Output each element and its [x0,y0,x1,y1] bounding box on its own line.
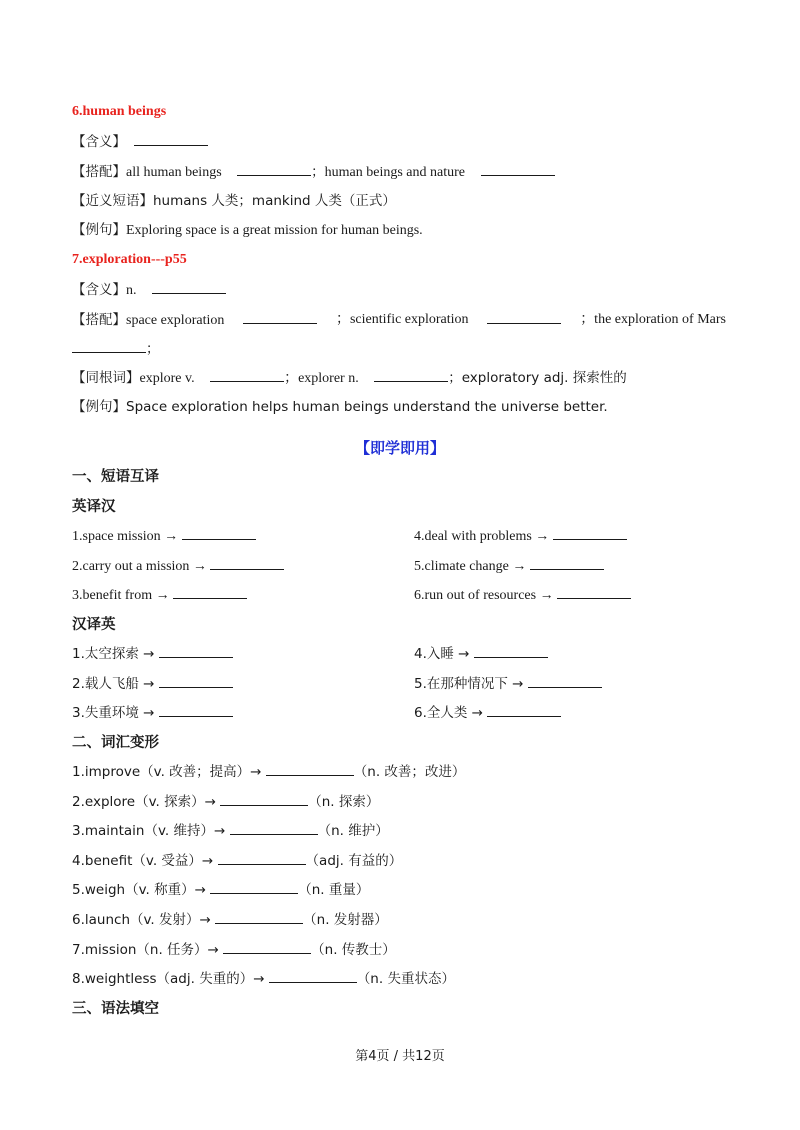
synonym-label: 【近义短语】 [72,193,153,209]
answer-blank[interactable] [173,585,247,599]
collocation-text: human beings and nature [324,165,466,180]
collocation-text: all human beings [126,165,222,180]
list-item: 2.载人飞船 → [72,674,233,694]
answer-blank[interactable] [243,310,317,324]
vocab-item: 5.weigh（v. 称重）→ （n. 重量） [72,882,370,898]
practice-title: 【即学即用】 [354,439,445,457]
section-heading-2: 二、词汇变形 [72,735,159,751]
section-heading-3: 三、语法填空 [72,1001,159,1017]
cognate-text: explore v. [139,371,195,386]
answer-blank[interactable] [134,132,208,146]
list-item: 3.失重环境 → [72,703,233,723]
answer-blank[interactable] [237,162,311,176]
answer-blank[interactable] [557,585,631,599]
answer-blank[interactable] [528,674,602,688]
collocation-row-7-cont [72,339,160,360]
list-item: 4.deal with problems → [414,526,627,547]
answer-blank[interactable] [269,969,357,983]
meaning-row-6 [72,132,208,153]
answer-blank[interactable] [72,339,146,353]
answer-blank[interactable] [223,940,311,954]
answer-blank[interactable] [159,674,233,688]
list-item: 1.太空探索 → [72,644,233,664]
answer-blank[interactable] [481,162,555,176]
cognate-row-7 [72,368,627,389]
vocab-item: 2.explore（v. 探索）→ （n. 探索） [72,794,380,810]
vocab-item: 6.launch（v. 发射）→ （n. 发射器） [72,912,388,928]
cognate-text: ；explorer n. [284,371,359,386]
answer-blank[interactable] [487,703,561,717]
answer-blank[interactable] [210,556,284,570]
answer-blank[interactable] [159,644,233,658]
separator: ； [146,341,160,357]
list-item: 5.在那种情况下 → [414,674,602,694]
meaning-label: 【含义】 [72,282,126,298]
example-row-7 [72,397,608,417]
cognate-text: ；exploratory adj. 探索性的 [448,370,627,386]
list-item: 3.benefit from → [72,585,247,606]
example-label: 【例句】 [72,399,126,415]
example-text: Space exploration helps human beings understand the universe better. [126,399,608,415]
vocab-item: 7.mission（n. 任务）→ （n. 传教士） [72,942,396,958]
list-item: 6.全人类 → [414,703,561,723]
example-label: 【例句】 [72,222,126,238]
collocation-label: 【搭配】 [72,164,126,180]
example-text: Exploring space is a great mission for human beings. [126,223,423,238]
subheading-cn-to-en: 汉译英 [72,617,116,633]
collocation-text: ；scientific exploration [335,312,469,327]
subheading-en-to-cn: 英译汉 [72,499,116,515]
list-item: 6.run out of resources → [414,585,631,606]
list-item: 1.space mission → [72,526,256,547]
example-row-6 [72,220,423,241]
answer-blank[interactable] [210,880,298,894]
list-item: 2.carry out a mission → [72,556,284,577]
meaning-label: 【含义】 [72,134,126,150]
heading-human-beings: 6.human beings [72,104,167,119]
synonym-text: humans 人类；mankind 人类（正式） [153,193,396,209]
answer-blank[interactable] [159,703,233,717]
page-number: 第4页 / 共12页 [355,1049,445,1064]
list-item: 4.入睡 → [414,644,548,664]
answer-blank[interactable] [210,368,284,382]
vocab-item: 1.improve（v. 改善；提高）→ （n. 改善；改进） [72,764,466,780]
collocation-row-7 [72,310,726,331]
heading-exploration: 7.exploration---p55 [72,252,187,267]
vocab-item: 8.weightless（adj. 失重的）→ （n. 失重状态） [72,971,455,987]
answer-blank[interactable] [553,526,627,540]
answer-blank[interactable] [182,526,256,540]
answer-blank[interactable] [374,368,448,382]
answer-blank[interactable] [230,821,318,835]
collocation-text: ；the exploration of Mars [580,312,726,327]
separator: ； [311,164,325,180]
answer-blank[interactable] [215,910,303,924]
answer-blank[interactable] [220,792,308,806]
answer-blank[interactable] [266,762,354,776]
answer-blank[interactable] [530,556,604,570]
answer-blank[interactable] [218,851,306,865]
answer-blank[interactable] [487,310,561,324]
vocab-item: 4.benefit（v. 受益）→ （adj. 有益的） [72,853,403,869]
vocab-item: 3.maintain（v. 维持）→ （n. 维护） [72,823,389,839]
synonym-row-6 [72,191,396,212]
list-item: 5.climate change → [414,556,604,577]
collocation-text: space exploration [126,313,225,328]
collocation-row-6 [72,162,555,183]
collocation-label: 【搭配】 [72,312,126,328]
meaning-row-7 [72,280,226,301]
cognate-label: 【同根词】 [72,370,140,386]
section-heading-1: 一、短语互译 [72,469,159,485]
answer-blank[interactable] [152,280,226,294]
answer-blank[interactable] [474,644,548,658]
part-of-speech: n. [126,283,137,298]
